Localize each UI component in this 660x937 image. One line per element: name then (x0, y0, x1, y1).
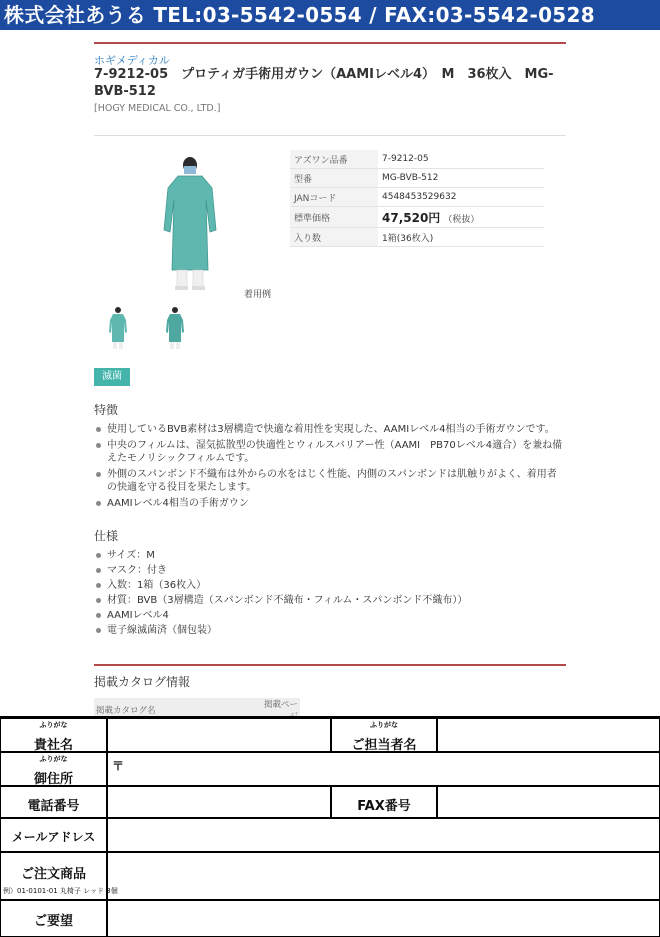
phone-label: 電話番号 (27, 799, 80, 814)
spec-row-price (290, 207, 544, 228)
product-spec-table (290, 150, 544, 247)
list-item: 中央のフィルムは、湿気拡散型の快適性とウィルスバリアー性（AAMI PB70レベル4適合）を兼ね備えたモノリシックフィルムです。 (94, 439, 566, 465)
furigana-label: ふりがな (370, 721, 398, 729)
specs-list (94, 549, 566, 639)
gown-photo[interactable] (150, 152, 230, 292)
price-value: 47,520円 (382, 210, 441, 225)
fax-input[interactable] (437, 786, 660, 818)
product-input[interactable] (107, 852, 660, 900)
spec-value: 7-9212-05 (378, 150, 544, 169)
price-tax-note: （税抜） (443, 214, 480, 225)
spec-value: 1箱(36枚入) (378, 228, 544, 247)
catalog-heading: 掲載カタログ情報 (94, 675, 191, 689)
contact-label: ご担当者名 (351, 738, 417, 753)
postal-mark: 〒 (112, 759, 125, 773)
phone-input[interactable] (107, 786, 331, 818)
spec-row (290, 188, 544, 207)
price-cell (378, 207, 544, 228)
spec-row (290, 169, 544, 188)
sterile-badge: 滅菌 (94, 368, 130, 386)
contact-input[interactable] (437, 718, 660, 752)
spec-value: 4548453529632 (378, 188, 544, 207)
spec-value: MG-BVB-512 (378, 169, 544, 188)
company-label: 貴社名 (33, 738, 73, 753)
request-input[interactable] (107, 900, 660, 937)
product-label: ご注文商品 (20, 867, 86, 882)
order-form (0, 716, 660, 937)
specs-heading: 仕様 (94, 529, 119, 543)
maker-link[interactable]: ホギメディカル (94, 54, 170, 67)
list-item: 電子線滅菌済（個包装） (94, 624, 566, 637)
product-example: 例）01-0101-01 丸椅子 レッド 3個 (3, 887, 118, 895)
fax-label-cell (331, 786, 437, 818)
features-heading: 特徴 (94, 403, 119, 417)
spec-key: アズワン品番 (290, 150, 378, 169)
product-brand: [HOGY MEDICAL CO., LTD.] (94, 103, 221, 114)
thumbnail-back[interactable] (163, 306, 187, 350)
list-item: 材質：BVB（3層構造（スパンボンド不織布・フィルム・スパンボンド不織布）） (94, 594, 566, 607)
spec-key: JANコード (290, 188, 378, 207)
catalog-col-name: 掲載カタログ名 (94, 698, 255, 722)
company-input[interactable] (107, 718, 331, 752)
request-label-cell (0, 900, 107, 937)
email-label-cell (0, 818, 107, 852)
contact-label-cell (331, 718, 437, 752)
email-input[interactable] (107, 818, 660, 852)
list-item: AAMIレベル4 (94, 609, 566, 622)
address-label: 御住所 (33, 772, 73, 787)
email-label: メールアドレス (11, 830, 96, 844)
fax-label: FAX番号 (357, 799, 411, 814)
phone-label-cell (0, 786, 107, 818)
catalog-col-page: 掲載ペー (255, 698, 300, 722)
features-list (94, 423, 566, 513)
company-label-cell (0, 718, 107, 752)
photo-caption: 着用例 (244, 290, 272, 300)
thumbnail-front[interactable] (106, 306, 130, 350)
divider (94, 135, 566, 136)
spec-row (290, 150, 544, 169)
furigana-label: ふりがな (39, 721, 68, 729)
header-rule (94, 42, 566, 44)
spec-key: 型番 (290, 169, 378, 188)
list-item: AAMIレベル4相当の手術ガウン (94, 497, 566, 510)
furigana-label: ふりがな (39, 755, 68, 763)
request-label: ご要望 (33, 914, 73, 929)
product-title: 7-9212-05 プロティガ手術用ガウン（AAMIレベル4） M 36枚入 MG-BVB-512 (94, 67, 554, 99)
catalog-rule (94, 664, 566, 666)
list-item: サイズ：M (94, 549, 566, 562)
list-item: 入数：1箱（36枚入） (94, 579, 566, 592)
spec-key: 入り数 (290, 228, 378, 247)
list-item: マスク：付き (94, 564, 566, 577)
banner-text: 株式会社あうる TEL:03-5542-0554 / FAX:03-5542-0528 (4, 3, 595, 27)
spec-key: 標準価格 (290, 207, 378, 228)
contact-banner (0, 0, 660, 30)
address-label-cell (0, 752, 107, 786)
address-input[interactable] (107, 752, 660, 786)
spec-row (290, 228, 544, 247)
product-label-cell (0, 852, 118, 900)
list-item: 使用しているBVB素材は3層構造で快適な着用性を実現した、AAMIレベル4相当の手術ガウンです。 (94, 423, 566, 436)
list-item: 外側のスパンボンド不織布は外からの水をはじく性能、内側のスパンボンドは肌触りがよく、着用者の快適を守る役目を果たします。 (94, 468, 566, 494)
